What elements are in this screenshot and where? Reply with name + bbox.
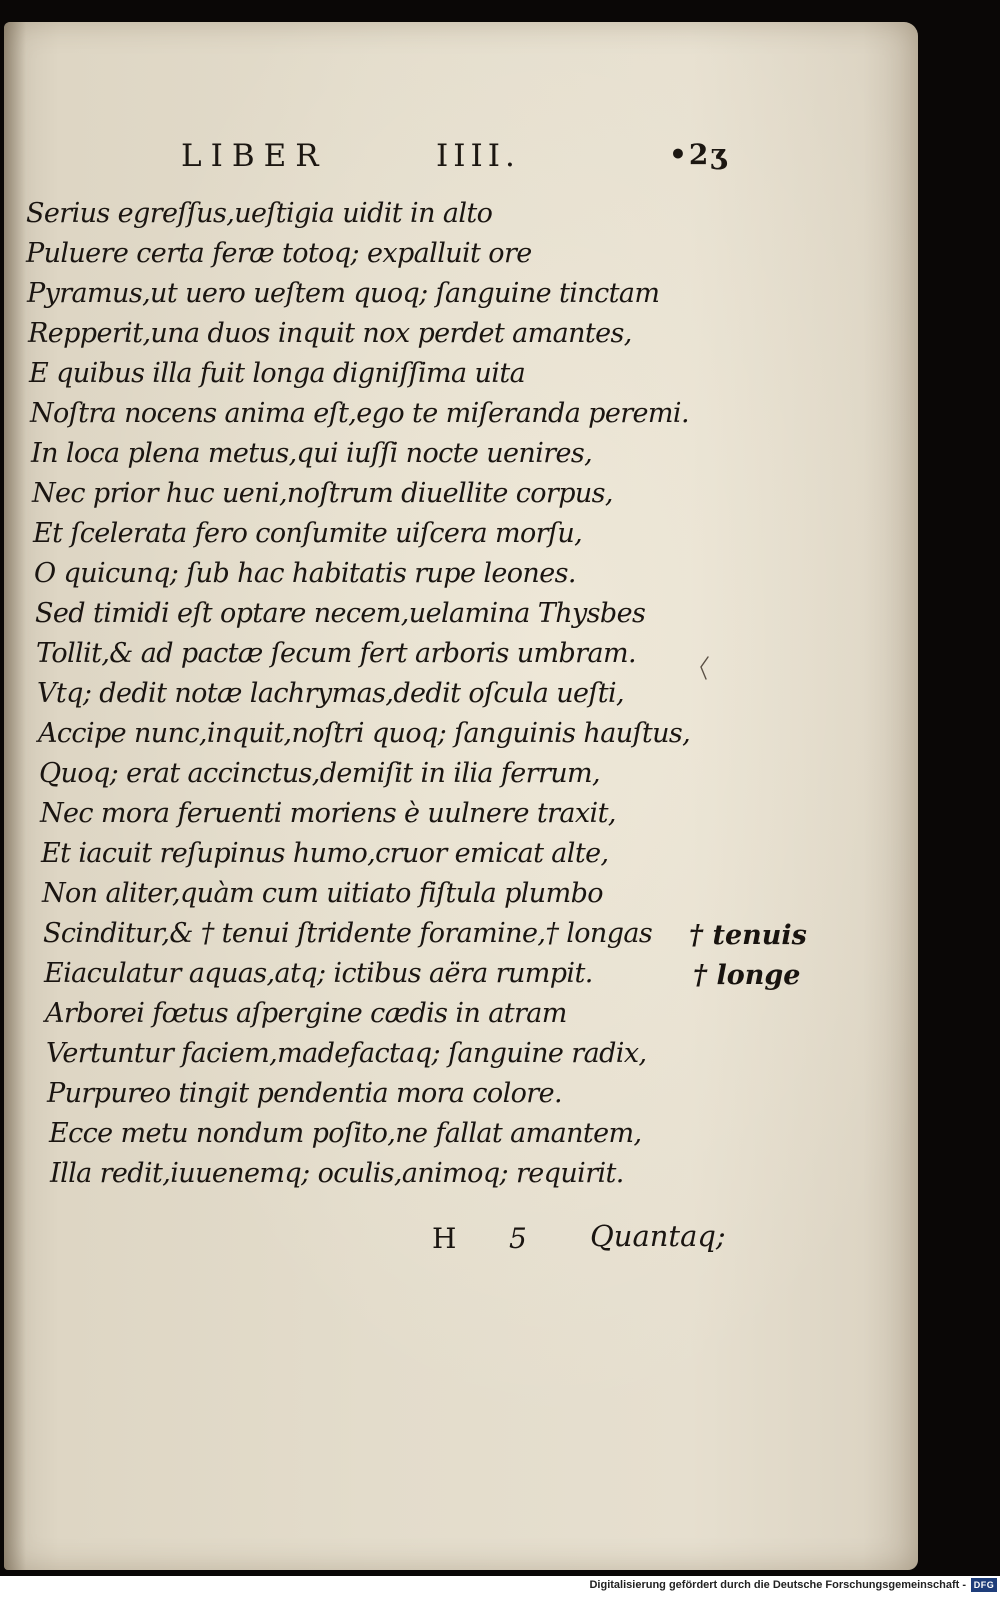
dfg-logo: DFG: [971, 1578, 997, 1592]
verse-line: Purpureo tingit pendentia mora colore.: [47, 1078, 562, 1109]
verse-line: Sed timidi eſt optare necem,uelamina Thysbes: [35, 598, 646, 629]
book-number: IIII.: [436, 138, 520, 174]
verse-line: Repperit,una duos inquit nox perdet amantes,: [28, 318, 632, 349]
verse-line: Scinditur,& † tenui ſtridente foramine,† longas: [43, 918, 653, 949]
verse-line: Eiaculatur aquas,atq; ictibus aëra rumpit.: [44, 958, 593, 989]
verse-line: Quoq; erat accinctus,demiſit in ilia ferrum,: [39, 758, 601, 789]
running-head: [4, 114, 918, 174]
verse-line: Et iacuit reſupinus humo,cruor emicat alte,: [41, 838, 609, 869]
digitization-footer: [0, 1576, 1000, 1597]
verse-line: Nec mora feruenti moriens è uulnere traxit,: [40, 798, 616, 829]
verse-line: Puluere certa feræ totoq; expalluit ore: [26, 238, 532, 269]
verse-line: Illa redit,iuuenemq; oculis,animoq; requirit.: [50, 1158, 624, 1189]
folio-number: •2ʒ: [669, 138, 729, 171]
verse-line: Noſtra nocens anima eſt,ego te miſeranda peremi.: [30, 398, 689, 429]
verse-line: Et ſcelerata fero conſumite uiſcera morſu,: [33, 518, 583, 549]
funding-credit: Digitalisierung gefördert durch die Deutsche Forschungsgemeinschaft -: [589, 1579, 966, 1591]
verse-line: Non aliter,quàm cum uitiato fiſtula plumbo: [42, 878, 603, 909]
verse-line: Tollit,& ad pactæ ſecum fert arboris umbram.: [36, 638, 636, 669]
verse-line: E quibus illa fuit longa digniſſima uita: [29, 358, 526, 389]
verse-line: Vertuntur faciem,madefactaq; ſanguine radix,: [46, 1038, 647, 1069]
marginal-note: † longe: [693, 960, 801, 991]
book-label: LIBER: [181, 138, 328, 174]
verse-line: In loca plena metus,qui iuſſi nocte uenires,: [31, 438, 593, 469]
verse-line: Serius egreſſus,ueſtigia uidit in alto: [26, 198, 493, 229]
margin-mark: [698, 656, 710, 680]
verse-line: Nec prior huc ueni,noſtrum diuellite corpus,: [32, 478, 613, 509]
verse-line: Ecce metu nondum poſito,ne fallat amantem,: [49, 1118, 642, 1149]
signature-mark: H: [432, 1222, 457, 1255]
verse-line: Arborei fœtus aſpergine cædis in atram: [45, 998, 567, 1029]
book-page: [4, 22, 918, 1570]
verse-line: Vtq; dedit notæ lachrymas,dedit oſcula ueſti,: [37, 678, 625, 709]
catchword: Quantaq;: [590, 1219, 726, 1253]
marginal-note: † tenuis: [689, 920, 807, 951]
verse-line: Accipe nunc,inquit,noſtri quoq; ſanguinis hauſtus,: [38, 718, 691, 749]
page-gutter: [4, 22, 26, 1570]
verse-line: Pyramus,ut uero ueſtem quoq; ſanguine tinctam: [27, 278, 660, 309]
signature-number: 5: [509, 1222, 527, 1255]
verse-line: O quicunq; ſub hac habitatis rupe leones.: [34, 558, 576, 589]
